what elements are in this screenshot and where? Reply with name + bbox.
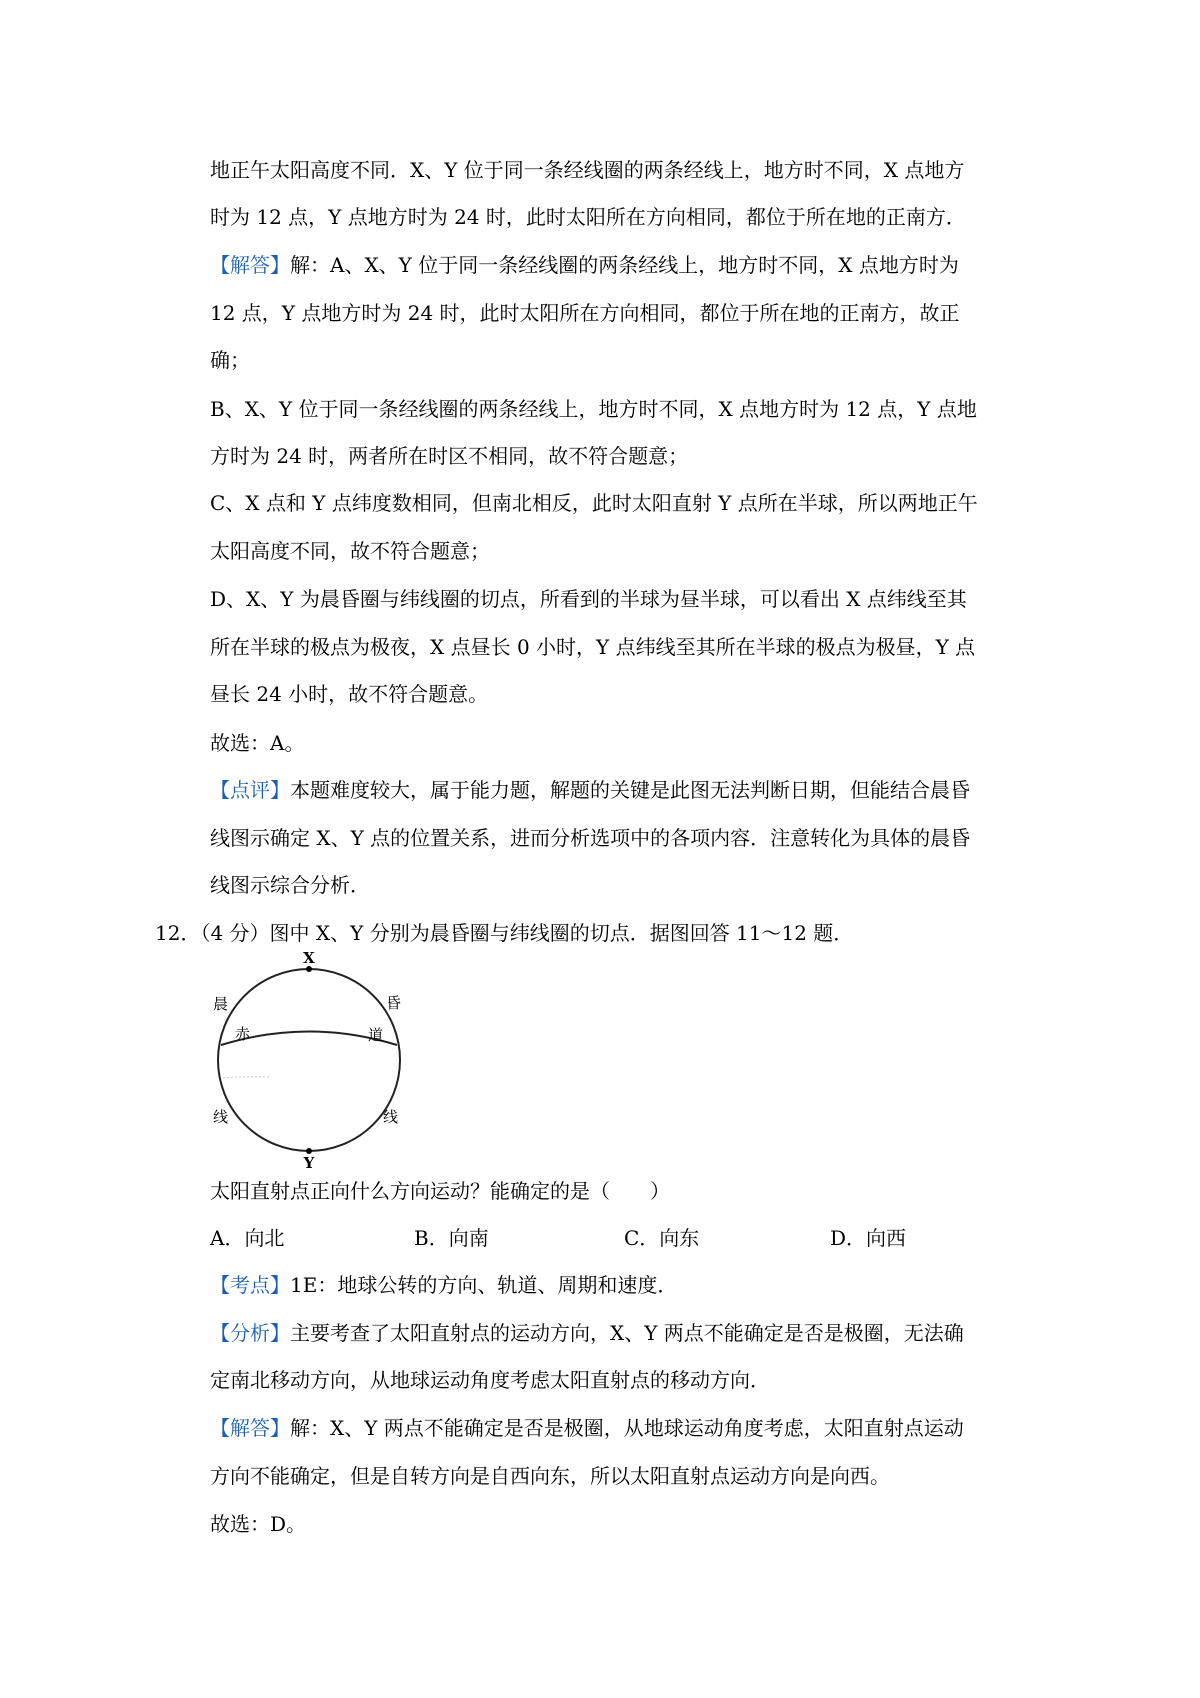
- answer-line: 确；: [210, 348, 250, 372]
- label-xian-right: 线: [383, 1108, 399, 1126]
- fenxi-tag: 【分析】: [210, 1321, 290, 1345]
- comment-tag: 【点评】: [210, 778, 290, 802]
- terminator-diagram: [205, 948, 415, 1170]
- terminator-circle: [218, 969, 400, 1151]
- fenxi-line: 定南北移动方向，从地球运动角度考虑太阳直射点的移动方向．: [210, 1368, 770, 1392]
- jieda-line: 方向不能确定，但是自转方向是自西向东，所以太阳直射点运动方向是向西。: [210, 1464, 890, 1488]
- answer-option-c: 太阳高度不同，故不符合题意；: [210, 539, 490, 563]
- label-chen: 晨: [213, 995, 229, 1013]
- text-line: 地正午太阳高度不同．X、Y 位于同一条经线圈的两条经线上，地方时不同，X 点地方: [210, 158, 965, 182]
- fenxi-line: [210, 1321, 964, 1345]
- kaodian-text: 1E：地球公转的方向、轨道、周期和速度．: [290, 1273, 678, 1297]
- fenxi-text: 主要考查了太阳直射点的运动方向，X、Y 两点不能确定是否是极圈，无法确: [290, 1321, 964, 1345]
- comment-line: 线图示综合分析．: [210, 873, 370, 897]
- label-x: X: [303, 949, 315, 967]
- label-chi: 赤: [235, 1025, 251, 1043]
- answer-choice: 故选：A。: [210, 731, 305, 755]
- jieda-tag: 【解答】: [210, 1416, 290, 1440]
- answer-option-c: C、X 点和 Y 点纬度数相同，但南北相反，此时太阳直射 Y 点所在半球，所以两地正午: [210, 491, 978, 515]
- answer-choice: 故选：D。: [210, 1512, 307, 1536]
- option-c: C．向东: [624, 1226, 700, 1250]
- answer-option-d: D、X、Y 为晨昏圈与纬线圈的切点，所看到的半球为昼半球，可以看出 X 点纬线至其: [210, 587, 967, 611]
- comment-line: [210, 778, 970, 802]
- question-number: 12．: [155, 921, 201, 945]
- option-b: B．向南: [414, 1226, 489, 1250]
- answer-line: 12 点，Y 点地方时为 24 时，此时太阳所在方向相同，都位于所在地的正南方，故正: [210, 301, 960, 325]
- text-line: 时为 12 点，Y 点地方时为 24 时，此时太阳所在方向相同，都位于所在地的正南方．: [210, 205, 966, 229]
- answer-tag: 【解答】: [210, 253, 290, 277]
- comment-text: 本题难度较大，属于能力题，解题的关键是此图无法判断日期，但能结合晨昏: [290, 778, 970, 802]
- option-a: A．向北: [210, 1226, 285, 1250]
- answer-text: 解：A、X、Y 位于同一条经线圈的两条经线上，地方时不同，X 点地方时为: [290, 253, 959, 277]
- label-dao: 道: [368, 1026, 384, 1044]
- answer-option-d: 所在半球的极点为极夜，X 点昼长 0 小时，Y 点纬线至其所在半球的极点为极昼，Y 点: [210, 635, 976, 659]
- answer-option-d: 昼长 24 小时，故不符合题意。: [210, 682, 489, 706]
- answer-option-b: 方时为 24 时，两者所在时区不相同，故不符合题意；: [210, 444, 689, 468]
- label-hun: 昏: [386, 994, 402, 1012]
- answer-line: [210, 253, 959, 277]
- faint-mark: [223, 1077, 269, 1078]
- option-d: D．向西: [830, 1226, 907, 1250]
- comment-line: 线图示确定 X、Y 点的位置关系，进而分析选项中的各项内容．注意转化为具体的晨昏: [210, 826, 971, 850]
- answer-option-b: B、X、Y 位于同一条经线圈的两条经线上，地方时不同，X 点地方时为 12 点，Y 点地: [210, 397, 977, 421]
- label-xian-left: 线: [213, 1108, 229, 1126]
- label-y: Y: [303, 1154, 315, 1170]
- kaodian-tag: 【考点】: [210, 1273, 290, 1297]
- kaodian-line: [210, 1273, 677, 1297]
- question-intro: （4 分）图中 X、Y 分别为晨昏圈与纬线圈的切点．据图回答 11～12 题．: [200, 921, 854, 945]
- jieda-text: 解：X、Y 两点不能确定是否是极圈，从地球运动角度考虑，太阳直射点运动: [290, 1416, 964, 1440]
- question-12-header: [155, 921, 853, 945]
- jieda-line: [210, 1416, 964, 1440]
- question-12-text: 太阳直射点正向什么方向运动？能确定的是（ ）: [210, 1179, 670, 1203]
